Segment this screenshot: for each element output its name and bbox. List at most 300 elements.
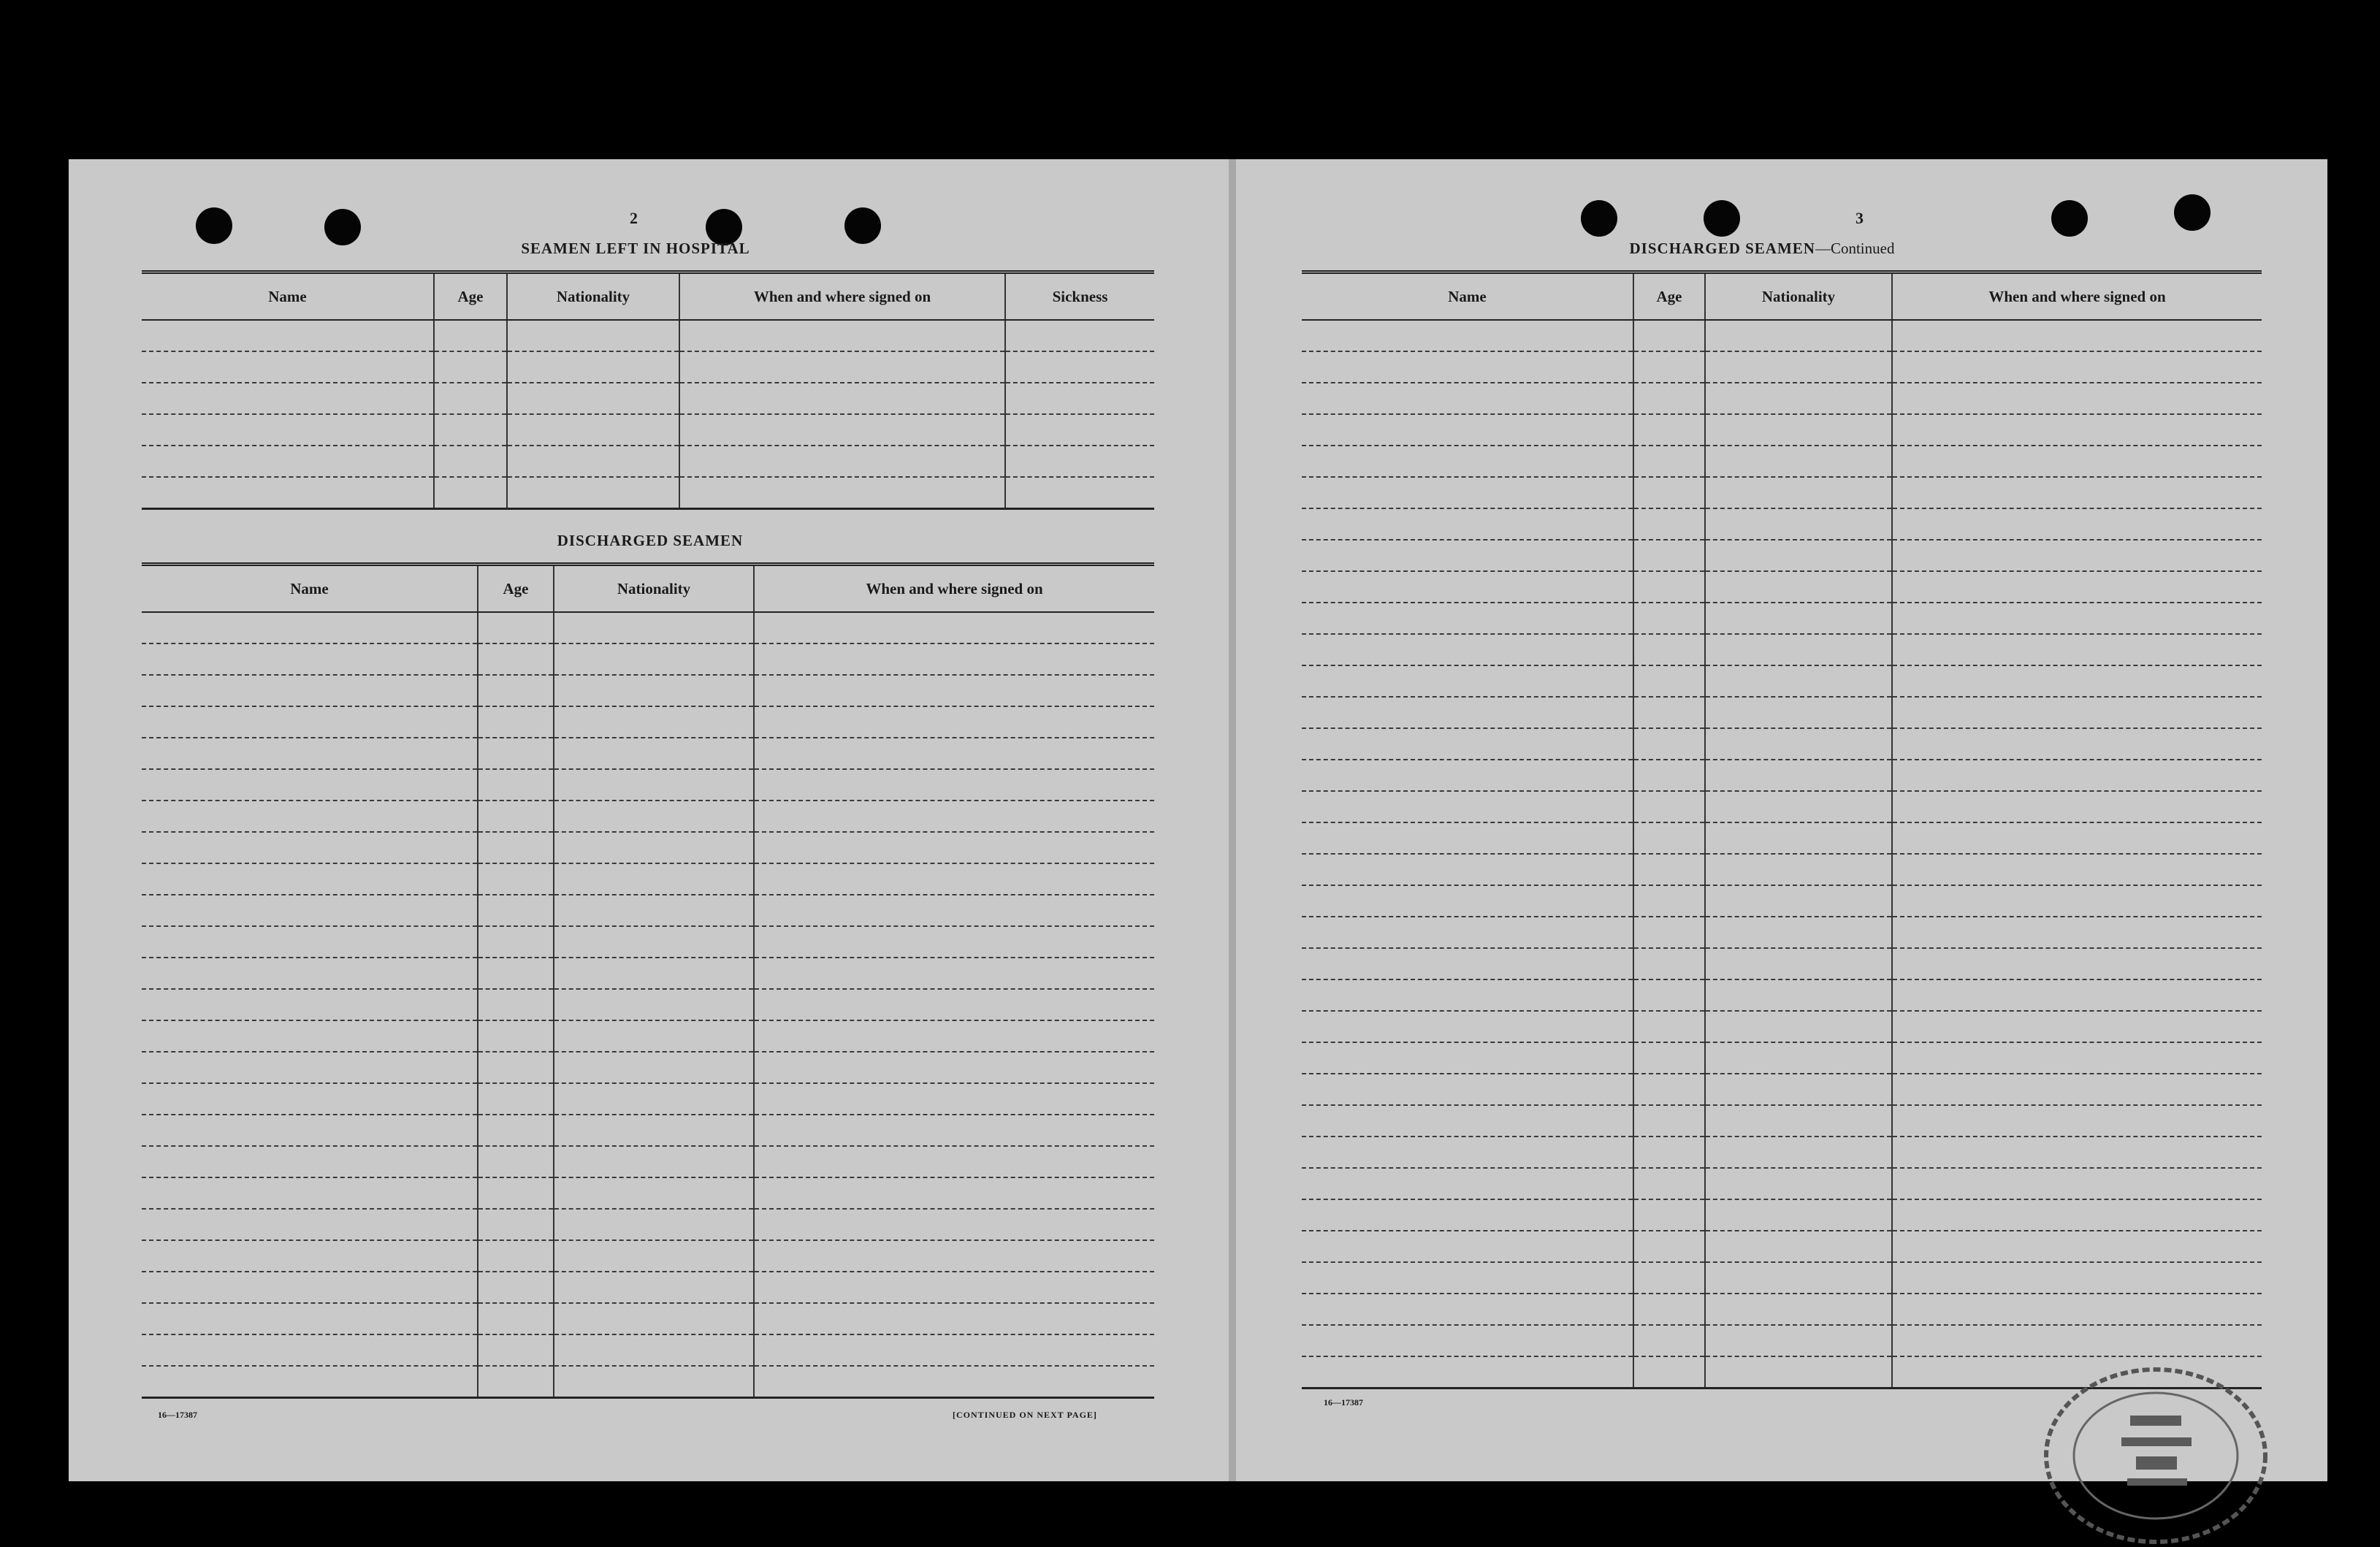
blank-cell <box>1633 917 1705 948</box>
table-row <box>1302 791 2262 822</box>
blank-cell <box>1892 1011 2262 1042</box>
blank-cell <box>478 863 554 895</box>
blank-cell <box>754 989 1154 1020</box>
blank-cell <box>142 1083 478 1115</box>
blank-cell <box>554 1146 754 1177</box>
blank-cell <box>754 1146 1154 1177</box>
blank-cell <box>1302 1294 1633 1325</box>
title-suffix: —Continued <box>1815 240 1895 257</box>
blank-cell <box>554 832 754 863</box>
blank-cell <box>478 1272 554 1303</box>
page-fold <box>1229 159 1236 1481</box>
blank-cell <box>554 1115 754 1146</box>
blank-cell <box>1892 1074 2262 1105</box>
blank-cell <box>478 706 554 738</box>
blank-cell <box>754 1366 1154 1398</box>
blank-cell <box>1302 571 1633 603</box>
blank-cell <box>478 612 554 643</box>
table-row <box>142 832 1154 863</box>
blank-cell <box>1633 320 1705 351</box>
blank-cell <box>554 1209 754 1240</box>
table-row <box>1302 1231 2262 1262</box>
blank-cell <box>1005 320 1154 351</box>
blank-cell <box>1302 948 1633 979</box>
blank-cell <box>142 1177 478 1209</box>
left-page <box>69 159 1227 1481</box>
blank-cell <box>478 895 554 926</box>
blank-cell <box>1705 383 1892 414</box>
hospital-section-title: SEAMEN LEFT IN HOSPITAL <box>521 240 750 257</box>
blank-cell <box>1892 351 2262 383</box>
blank-cell <box>478 1052 554 1083</box>
table-row <box>1302 320 2262 351</box>
blank-cell <box>434 383 507 414</box>
blank-cell <box>754 1303 1154 1334</box>
blank-cell <box>142 351 434 383</box>
blank-cell <box>1705 1294 1892 1325</box>
table-row <box>1302 917 2262 948</box>
blank-cell <box>1705 446 1892 477</box>
blank-cell <box>142 612 478 643</box>
blank-cell <box>754 801 1154 832</box>
blank-cell <box>554 738 754 769</box>
blank-cell <box>434 446 507 477</box>
blank-cell <box>1705 1325 1892 1356</box>
blank-cell <box>1892 1137 2262 1168</box>
table-row <box>1302 885 2262 917</box>
blank-cell <box>1705 603 1892 634</box>
blank-cell <box>1633 728 1705 760</box>
blank-cell <box>1705 760 1892 791</box>
table-row <box>1302 540 2262 571</box>
blank-cell <box>1892 791 2262 822</box>
blank-cell <box>554 1240 754 1272</box>
table-row <box>142 926 1154 958</box>
blank-cell <box>1633 414 1705 446</box>
blank-cell <box>478 1334 554 1366</box>
blank-cell <box>679 414 1005 446</box>
blank-cell <box>754 1020 1154 1052</box>
table-row <box>1302 414 2262 446</box>
blank-cell <box>1892 320 2262 351</box>
table-row <box>142 1083 1154 1115</box>
blank-cell <box>754 675 1154 706</box>
blank-cell <box>1705 1199 1892 1231</box>
table-row <box>142 643 1154 675</box>
table-row <box>1302 1168 2262 1199</box>
table-row <box>1302 728 2262 760</box>
table-row <box>1302 571 2262 603</box>
blank-cell <box>478 769 554 801</box>
blank-cell <box>142 801 478 832</box>
blank-cell <box>1302 1011 1633 1042</box>
page-number: 3 <box>1855 209 1864 227</box>
blank-cell <box>142 320 434 351</box>
blank-cell <box>1892 540 2262 571</box>
title-main: DISCHARGED SEAMEN <box>1629 240 1815 257</box>
blank-cell <box>754 1083 1154 1115</box>
discharged-table <box>142 562 1154 1399</box>
blank-cell <box>554 926 754 958</box>
blank-cell <box>142 446 434 477</box>
blank-cell <box>1892 917 2262 948</box>
column-header-when-and-where-signed-on: When and where signed on <box>754 565 1154 613</box>
blank-cell <box>1892 665 2262 697</box>
blank-cell <box>1705 728 1892 760</box>
blank-cell <box>1633 822 1705 854</box>
blank-cell <box>1705 477 1892 508</box>
right-page <box>1236 159 2327 1481</box>
blank-cell <box>1892 854 2262 885</box>
blank-cell <box>554 863 754 895</box>
column-header-age: Age <box>434 272 507 321</box>
blank-cell <box>142 989 478 1020</box>
table-row <box>142 1209 1154 1240</box>
blank-cell <box>1302 885 1633 917</box>
blank-cell <box>1892 508 2262 540</box>
blank-cell <box>1633 1356 1705 1389</box>
blank-cell <box>478 1303 554 1334</box>
blank-cell <box>1705 1042 1892 1074</box>
blank-cell <box>754 895 1154 926</box>
blank-cell <box>1892 1168 2262 1199</box>
blank-cell <box>1705 634 1892 665</box>
blank-cell <box>1302 414 1633 446</box>
table-row <box>142 414 1154 446</box>
blank-cell <box>1302 1231 1633 1262</box>
table-row <box>142 446 1154 477</box>
blank-cell <box>554 1272 754 1303</box>
blank-cell <box>1892 760 2262 791</box>
blank-cell <box>1705 665 1892 697</box>
blank-cell <box>754 612 1154 643</box>
blank-cell <box>554 612 754 643</box>
blank-cell <box>1302 979 1633 1011</box>
blank-cell <box>1705 508 1892 540</box>
blank-cell <box>754 643 1154 675</box>
table-row <box>142 1272 1154 1303</box>
blank-cell <box>142 1240 478 1272</box>
blank-cell <box>1302 760 1633 791</box>
blank-cell <box>1005 446 1154 477</box>
blank-cell <box>1633 760 1705 791</box>
blank-cell <box>1633 1294 1705 1325</box>
blank-cell <box>1892 1325 2262 1356</box>
blank-cell <box>754 832 1154 863</box>
blank-cell <box>554 675 754 706</box>
table-row <box>142 1115 1154 1146</box>
table-row <box>142 1177 1154 1209</box>
blank-cell <box>1302 320 1633 351</box>
blank-cell <box>142 1334 478 1366</box>
blank-cell <box>1302 665 1633 697</box>
column-header-age: Age <box>1633 272 1705 321</box>
blank-cell <box>507 351 679 383</box>
blank-cell <box>478 1177 554 1209</box>
table-row <box>142 383 1154 414</box>
blank-cell <box>554 958 754 989</box>
blank-cell <box>1633 383 1705 414</box>
punch-hole <box>2174 194 2211 231</box>
blank-cell <box>507 446 679 477</box>
blank-cell <box>754 706 1154 738</box>
blank-cell <box>142 383 434 414</box>
blank-cell <box>679 320 1005 351</box>
punch-hole <box>1581 200 1617 237</box>
blank-cell <box>478 1083 554 1115</box>
blank-cell <box>554 1303 754 1334</box>
table-row <box>1302 697 2262 728</box>
punch-hole <box>196 207 232 244</box>
blank-cell <box>434 351 507 383</box>
blank-cell <box>1892 1105 2262 1137</box>
blank-cell <box>554 706 754 738</box>
blank-cell <box>1633 446 1705 477</box>
blank-cell <box>1892 697 2262 728</box>
blank-cell <box>679 446 1005 477</box>
blank-cell <box>507 414 679 446</box>
blank-cell <box>754 1115 1154 1146</box>
discharged-section-title: DISCHARGED SEAMEN <box>557 532 744 549</box>
blank-cell <box>1633 477 1705 508</box>
blank-cell <box>1633 1325 1705 1356</box>
blank-cell <box>754 1209 1154 1240</box>
blank-cell <box>434 414 507 446</box>
blank-cell <box>1633 697 1705 728</box>
blank-cell <box>142 1115 478 1146</box>
blank-cell <box>142 1366 478 1398</box>
blank-cell <box>1633 571 1705 603</box>
column-header-when-and-where-signed-on: When and where signed on <box>679 272 1005 321</box>
blank-cell <box>1892 728 2262 760</box>
blank-cell <box>1302 822 1633 854</box>
table-row <box>1302 1137 2262 1168</box>
table-row <box>142 1052 1154 1083</box>
blank-cell <box>754 1177 1154 1209</box>
blank-cell <box>1302 1262 1633 1294</box>
blank-cell <box>1633 948 1705 979</box>
blank-cell <box>679 383 1005 414</box>
table-row <box>1302 979 2262 1011</box>
column-header-nationality: Nationality <box>1705 272 1892 321</box>
blank-cell <box>142 1020 478 1052</box>
blank-cell <box>554 1366 754 1398</box>
blank-cell <box>1302 1356 1633 1389</box>
blank-cell <box>754 958 1154 989</box>
blank-cell <box>434 477 507 509</box>
table-row <box>1302 446 2262 477</box>
blank-cell <box>554 1083 754 1115</box>
blank-cell <box>1302 446 1633 477</box>
blank-cell <box>554 801 754 832</box>
blank-cell <box>1633 1105 1705 1137</box>
blank-cell <box>754 863 1154 895</box>
discharged-continued-table <box>1302 270 2262 1389</box>
blank-cell <box>142 863 478 895</box>
blank-cell <box>754 1240 1154 1272</box>
table-row <box>1302 383 2262 414</box>
column-header-age: Age <box>478 565 554 613</box>
blank-cell <box>1705 697 1892 728</box>
blank-cell <box>1633 665 1705 697</box>
table-row <box>1302 1042 2262 1074</box>
blank-cell <box>1705 854 1892 885</box>
blank-cell <box>1892 477 2262 508</box>
table-row <box>1302 603 2262 634</box>
blank-cell <box>478 1240 554 1272</box>
punch-hole <box>324 209 361 245</box>
table-row <box>1302 1325 2262 1356</box>
table-row <box>142 1146 1154 1177</box>
blank-cell <box>1892 1262 2262 1294</box>
blank-cell <box>1633 540 1705 571</box>
blank-cell <box>1892 383 2262 414</box>
table-row <box>142 320 1154 351</box>
blank-cell <box>142 769 478 801</box>
column-header-nationality: Nationality <box>554 565 754 613</box>
blank-cell <box>478 1209 554 1240</box>
blank-cell <box>1005 383 1154 414</box>
blank-cell <box>1705 1168 1892 1199</box>
blank-cell <box>1633 1168 1705 1199</box>
column-header-name: Name <box>142 272 434 321</box>
table-row <box>142 958 1154 989</box>
blank-cell <box>1705 1011 1892 1042</box>
blank-cell <box>142 414 434 446</box>
blank-cell <box>142 895 478 926</box>
blank-cell <box>1633 791 1705 822</box>
blank-cell <box>1005 414 1154 446</box>
blank-cell <box>1302 351 1633 383</box>
table-row <box>1302 760 2262 791</box>
blank-cell <box>679 351 1005 383</box>
blank-cell <box>754 1052 1154 1083</box>
table-row <box>1302 477 2262 508</box>
blank-cell <box>478 1020 554 1052</box>
postmark-stamp-icon <box>2043 1364 2269 1547</box>
blank-cell <box>1705 1356 1892 1389</box>
blank-cell <box>554 1334 754 1366</box>
blank-cell <box>1302 603 1633 634</box>
blank-cell <box>1705 1105 1892 1137</box>
blank-cell <box>478 1146 554 1177</box>
blank-cell <box>754 738 1154 769</box>
table-row <box>142 863 1154 895</box>
blank-cell <box>679 477 1005 509</box>
blank-cell <box>1005 351 1154 383</box>
blank-cell <box>1892 822 2262 854</box>
blank-cell <box>1892 571 2262 603</box>
blank-cell <box>554 989 754 1020</box>
blank-cell <box>554 895 754 926</box>
table-row <box>1302 634 2262 665</box>
blank-cell <box>478 1115 554 1146</box>
blank-cell <box>478 738 554 769</box>
blank-cell <box>1892 1199 2262 1231</box>
blank-cell <box>1302 383 1633 414</box>
blank-cell <box>478 1366 554 1398</box>
blank-cell <box>1705 1074 1892 1105</box>
table-row <box>1302 1294 2262 1325</box>
blank-cell <box>1705 351 1892 383</box>
blank-cell <box>478 675 554 706</box>
blank-cell <box>1302 1105 1633 1137</box>
blank-cell <box>142 738 478 769</box>
column-header-name: Name <box>142 565 478 613</box>
blank-cell <box>1633 351 1705 383</box>
blank-cell <box>1633 1262 1705 1294</box>
blank-cell <box>142 1209 478 1240</box>
column-header-sickness: Sickness <box>1005 272 1154 321</box>
blank-cell <box>1892 446 2262 477</box>
table-row <box>1302 1011 2262 1042</box>
column-header-nationality: Nationality <box>507 272 679 321</box>
blank-cell <box>507 320 679 351</box>
blank-cell <box>1633 508 1705 540</box>
table-row <box>142 351 1154 383</box>
blank-cell <box>142 1272 478 1303</box>
hospital-table <box>142 270 1154 510</box>
blank-cell <box>1705 791 1892 822</box>
blank-cell <box>754 1272 1154 1303</box>
blank-cell <box>1892 603 2262 634</box>
blank-cell <box>1302 1199 1633 1231</box>
blank-cell <box>478 958 554 989</box>
blank-cell <box>1633 885 1705 917</box>
blank-cell <box>1633 1042 1705 1074</box>
table-row <box>142 989 1154 1020</box>
table-row <box>142 895 1154 926</box>
blank-cell <box>1705 917 1892 948</box>
blank-cell <box>1633 1074 1705 1105</box>
form-number: 16—17387 <box>1324 1397 1363 1407</box>
blank-cell <box>507 477 679 509</box>
blank-cell <box>554 1052 754 1083</box>
blank-cell <box>554 1020 754 1052</box>
blank-cell <box>1302 508 1633 540</box>
table-row <box>142 801 1154 832</box>
table-row <box>1302 1105 2262 1137</box>
blank-cell <box>142 477 434 509</box>
table-row <box>1302 1199 2262 1231</box>
blank-cell <box>1633 634 1705 665</box>
blank-cell <box>1302 697 1633 728</box>
table-row <box>1302 822 2262 854</box>
table-row <box>142 675 1154 706</box>
blank-cell <box>478 989 554 1020</box>
blank-cell <box>554 1177 754 1209</box>
blank-cell <box>1705 414 1892 446</box>
blank-cell <box>1705 320 1892 351</box>
blank-cell <box>1302 791 1633 822</box>
blank-cell <box>1633 1231 1705 1262</box>
column-header-when-and-where-signed-on: When and where signed on <box>1892 272 2262 321</box>
blank-cell <box>142 926 478 958</box>
blank-cell <box>554 769 754 801</box>
blank-cell <box>1705 540 1892 571</box>
blank-cell <box>1302 728 1633 760</box>
blank-cell <box>1302 1137 1633 1168</box>
blank-cell <box>1892 1294 2262 1325</box>
blank-cell <box>1705 1262 1892 1294</box>
table-row <box>1302 508 2262 540</box>
blank-cell <box>554 643 754 675</box>
blank-cell <box>1302 854 1633 885</box>
blank-cell <box>1892 634 2262 665</box>
blank-cell <box>478 926 554 958</box>
table-row <box>1302 854 2262 885</box>
blank-cell <box>142 706 478 738</box>
